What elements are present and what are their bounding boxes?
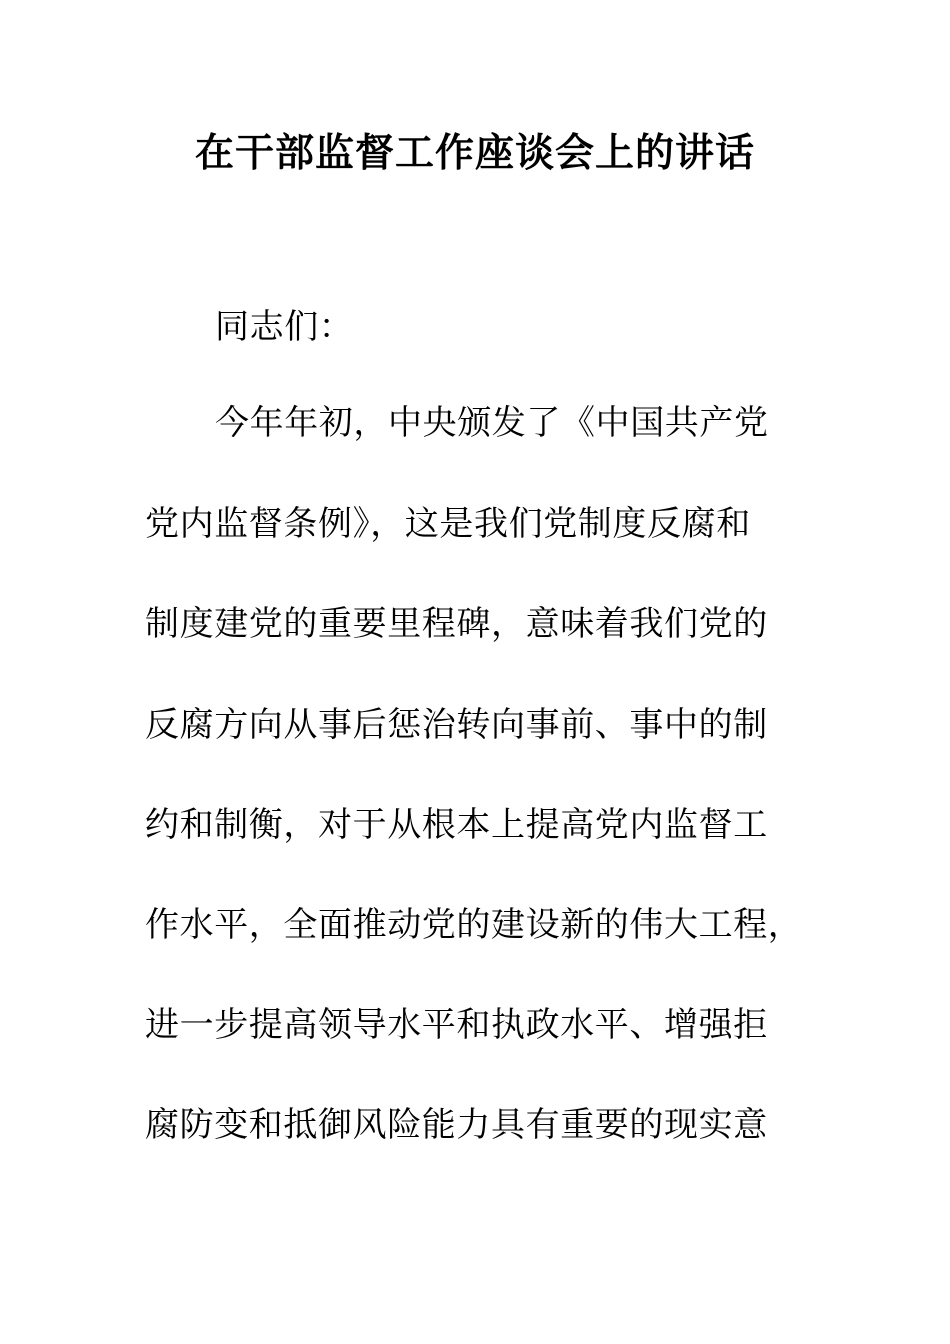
- body-line-3: 制度建党的重要里程碑，意味着我们党的: [145, 604, 768, 644]
- body-line-7: 进一步提高领导水平和执政水平、增强拒: [145, 1005, 768, 1045]
- document-title: 在干部监督工作座谈会上的讲话: [194, 131, 755, 176]
- body-line-8: 腐防变和抵御风险能力具有重要的现实意: [145, 1105, 768, 1145]
- salutation: 同志们：: [215, 307, 354, 347]
- body-line-5: 约和制衡，对于从根本上提高党内监督工: [145, 805, 768, 845]
- body-line-2: 党内监督条例》，这是我们党制度反腐和: [145, 504, 751, 544]
- body-line-4: 反腐方向从事后惩治转向事前、事中的制: [145, 705, 768, 745]
- body-line-6: 作水平，全面推动党的建设新的伟大工程，: [145, 905, 803, 945]
- body-line-1: 今年年初，中央颁发了《中国共产党: [215, 403, 769, 443]
